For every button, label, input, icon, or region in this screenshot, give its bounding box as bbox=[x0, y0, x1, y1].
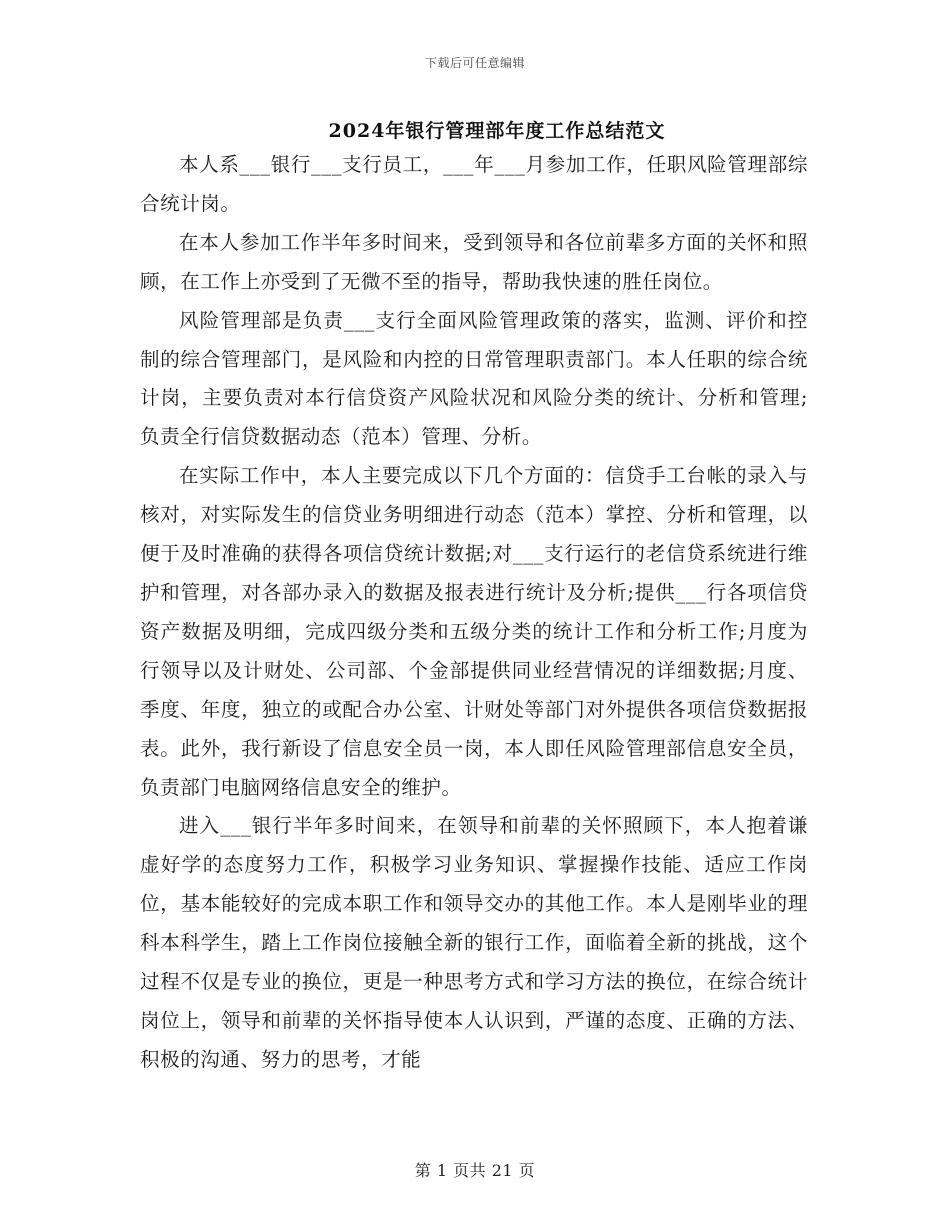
paragraph: 在实际工作中，本人主要完成以下几个方面的：信贷手工台帐的录入与核对，对实际发生的信贷业务明细进行动态（范本）掌控、分析和管理，以便于及时准确的获得各项信贷统计数据;对___支行运行的老信贷系统进行维护和管理，对各部办录入的数据及报表进行统计及分析;提供___行各项信贷资产数据及明细，完成四级分类和五级分类的统计工作和分析工作;月度为行领导以及计财处、公司部、个金部提供同业经营情况的详细数据;月度、季度、年度，独立的或配合办公室、计财处等部门对外提供各项信贷数据报表。此外，我行新设了信息安全员一岗，本人即任风险管理部信息安全员，负责部门电脑网络信息安全的维护。 bbox=[140, 464, 808, 799]
document-title: 2024年银行管理部年度工作总结范文 bbox=[328, 120, 666, 142]
paragraph: 在本人参加工作半年多时间来，受到领导和各位前辈多方面的关怀和照顾，在工作上亦受到了无微不至的指导，帮助我快速的胜任岗位。 bbox=[140, 230, 808, 293]
page-number-footer: 第 1 页共 21 页 bbox=[414, 1161, 536, 1180]
document-body bbox=[140, 146, 808, 1080]
paragraph: 风险管理部是负责___支行全面风险管理政策的落实，监测、评价和控制的综合管理部门，是风险和内控的日常管理职责部门。本人任职的综合统计岗，主要负责对本行信贷资产风险状况和风险分类的统计、分析和管理;负责全行信贷数据动态（范本）管理、分析。 bbox=[140, 308, 808, 449]
paragraph: 进入___银行半年多时间来，在领导和前辈的关怀照顾下，本人抱着谦虚好学的态度努力工作，积极学习业务知识、掌握操作技能、适应工作岗位，基本能较好的完成本职工作和领导交办的其他工作。本人是刚毕业的理科本科学生，踏上工作岗位接触全新的银行工作，面临着全新的挑战，这个过程不仅是专业的换位，更是一种思考方式和学习方法的换位，在综合统计岗位上，领导和前辈的关怀指导使本人认识到，严谨的态度、正确的方法、积极的沟通、努力的思考，才能 bbox=[140, 814, 808, 1071]
paragraph: 本人系___银行___支行员工，___年___月参加工作，任职风险管理部综合统计岗。 bbox=[140, 153, 808, 215]
header-note: 下载后可任意编辑 bbox=[424, 56, 525, 70]
